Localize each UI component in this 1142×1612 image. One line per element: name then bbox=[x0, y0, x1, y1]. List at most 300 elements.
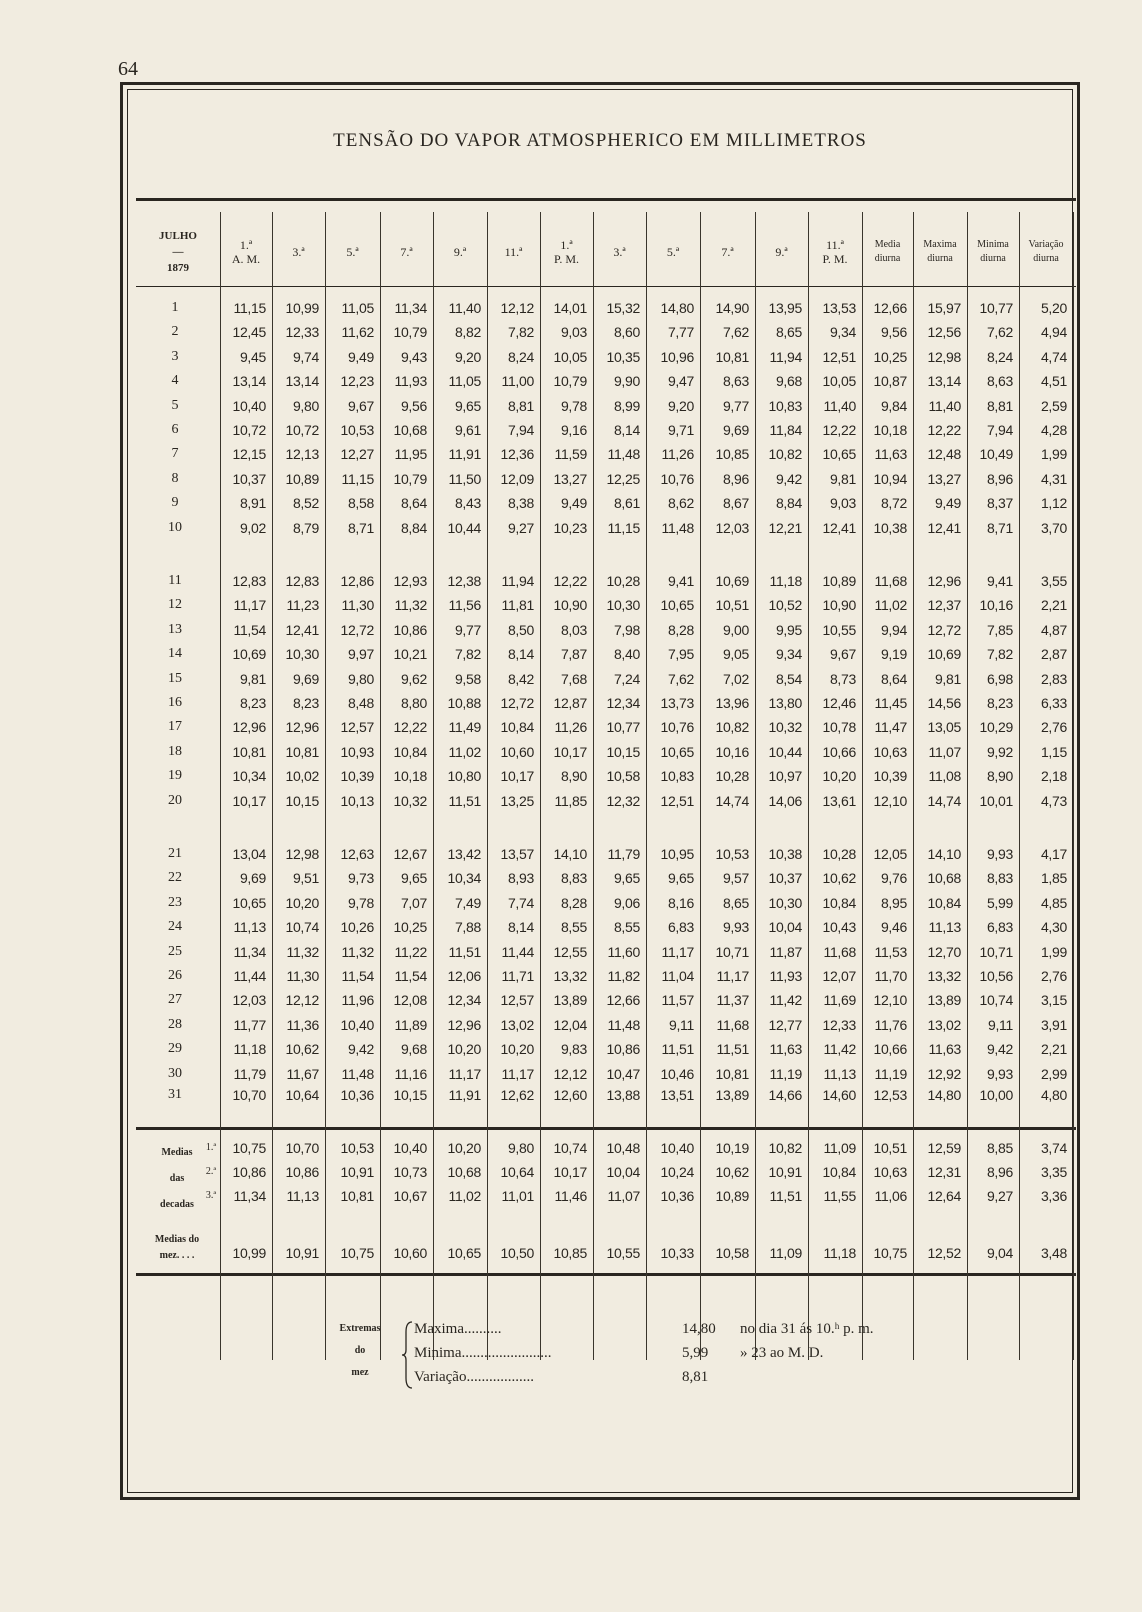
table-cell: 9,49 bbox=[347, 348, 374, 365]
table-cell: 11,40 bbox=[928, 397, 961, 414]
table-cell: 10,97 bbox=[768, 768, 802, 785]
day-number: 18 bbox=[168, 743, 182, 759]
table-cell: 9,84 bbox=[880, 397, 907, 414]
table-cell: 9,67 bbox=[829, 646, 856, 663]
table-cell: 10,87 bbox=[873, 373, 907, 390]
table-cell: 9,74 bbox=[292, 348, 319, 365]
table-cell: 3,55 bbox=[1040, 573, 1067, 589]
rule-days-bottom bbox=[136, 1127, 1076, 1130]
table-cell: 13,89 bbox=[715, 1087, 749, 1103]
table-cell: 11,62 bbox=[341, 324, 374, 341]
table-cell: 10,66 bbox=[822, 743, 856, 760]
table-cell: 11,91 bbox=[448, 446, 481, 463]
table-cell: 10,18 bbox=[873, 422, 907, 438]
table-cell: 13,89 bbox=[927, 992, 961, 1009]
table-cell: 4,73 bbox=[1040, 792, 1067, 809]
column-header-line1: Media bbox=[874, 239, 901, 250]
table-cell: 9,69 bbox=[292, 670, 319, 687]
table-cell: 4,51 bbox=[1040, 373, 1067, 390]
table-cell: 8,65 bbox=[775, 324, 802, 341]
table-cell: 13,57 bbox=[500, 846, 534, 862]
table-cell: 11,51 bbox=[448, 943, 481, 960]
decade-cell: 10,86 bbox=[285, 1164, 319, 1180]
month-media-cell: 10,75 bbox=[340, 1245, 374, 1261]
table-cell: 9,03 bbox=[560, 324, 587, 341]
table-cell: 12,83 bbox=[232, 573, 266, 589]
date-dash: — bbox=[172, 246, 184, 258]
table-cell: 12,96 bbox=[927, 573, 961, 589]
table-cell: 9,77 bbox=[454, 621, 481, 638]
table-cell: 8,64 bbox=[400, 495, 427, 512]
day-number: 5 bbox=[171, 397, 179, 413]
table-cell: 11,17 bbox=[661, 943, 694, 960]
table-cell: 12,83 bbox=[285, 573, 319, 589]
table-cell: 10,86 bbox=[606, 1041, 640, 1058]
table-cell: 13,32 bbox=[927, 968, 961, 984]
table-cell: 2,83 bbox=[1040, 670, 1067, 687]
table-cell: 10,70 bbox=[232, 1087, 266, 1103]
table-cell: 10,17 bbox=[500, 768, 534, 785]
day-number: 29 bbox=[168, 1041, 182, 1057]
extremes-brace bbox=[400, 1320, 414, 1390]
table-cell: 12,87 bbox=[553, 695, 587, 711]
table-cell: 11,51 bbox=[661, 1041, 694, 1058]
table-cell: 9,78 bbox=[560, 397, 587, 414]
table-cell: 9,81 bbox=[934, 670, 961, 687]
table-cell: 12,12 bbox=[285, 992, 319, 1009]
month-media-cell: 10,75 bbox=[873, 1245, 907, 1261]
table-cell: 7,94 bbox=[507, 422, 534, 438]
table-cell: 10,69 bbox=[927, 646, 961, 663]
table-cell: 8,40 bbox=[613, 646, 640, 663]
table-cell: 8,03 bbox=[560, 621, 587, 638]
decade-cell: 10,81 bbox=[340, 1188, 374, 1204]
table-cell: 12,57 bbox=[500, 992, 534, 1009]
table-cell: 10,71 bbox=[715, 943, 749, 960]
table-cell: 11,57 bbox=[661, 992, 694, 1009]
table-cell: 11,16 bbox=[394, 1065, 427, 1082]
table-cell: 14,10 bbox=[927, 846, 961, 862]
table-cell: 12,41 bbox=[822, 519, 856, 536]
decade-cell: 10,62 bbox=[715, 1164, 749, 1180]
table-cell: 10,15 bbox=[285, 792, 319, 809]
table-cell: 9,16 bbox=[560, 422, 587, 438]
table-cell: 5,99 bbox=[986, 894, 1013, 911]
table-cell: 8,80 bbox=[400, 695, 427, 711]
decade-cell: 10,86 bbox=[232, 1164, 266, 1180]
table-cell: 9,62 bbox=[400, 670, 427, 687]
table-cell: 13,42 bbox=[447, 846, 481, 862]
table-cell: 11,37 bbox=[716, 992, 749, 1009]
column-header bbox=[913, 212, 967, 292]
column-header bbox=[380, 212, 433, 292]
table-cell: 9,42 bbox=[775, 470, 802, 487]
decade-cell: 10,40 bbox=[660, 1140, 694, 1156]
day-number: 28 bbox=[168, 1016, 182, 1032]
table-cell: 7,62 bbox=[667, 670, 694, 687]
table-cell: 12,03 bbox=[715, 519, 749, 536]
table-cell: 9,56 bbox=[880, 324, 907, 341]
day-number: 4 bbox=[171, 373, 179, 389]
table-cell: 13,89 bbox=[553, 992, 587, 1009]
rule-medias-bottom bbox=[136, 1273, 1076, 1276]
table-cell: 7,68 bbox=[560, 670, 587, 687]
table-cell: 13,02 bbox=[500, 1016, 534, 1033]
table-cell: 11,69 bbox=[823, 992, 856, 1009]
table-cell: 9,27 bbox=[507, 519, 534, 536]
day-number: 8 bbox=[171, 470, 179, 486]
table-cell: 10,44 bbox=[768, 743, 802, 760]
table-cell: 9,81 bbox=[239, 670, 266, 687]
table-cell: 13,96 bbox=[715, 695, 749, 711]
date-year: 1879 bbox=[167, 262, 189, 274]
table-cell: 10,23 bbox=[553, 519, 587, 536]
table-cell: 10,20 bbox=[447, 1041, 481, 1058]
decade-cell: 10,19 bbox=[715, 1140, 749, 1156]
extreme-row bbox=[414, 1318, 974, 1340]
table-cell: 12,32 bbox=[606, 792, 640, 809]
table-cell: 9,58 bbox=[454, 670, 481, 687]
table-cell: 8,55 bbox=[560, 919, 587, 936]
decade-cell: 10,04 bbox=[606, 1164, 640, 1180]
month-media-cell: 10,33 bbox=[660, 1245, 694, 1261]
table-cell: 8,82 bbox=[454, 324, 481, 341]
table-cell: 10,95 bbox=[660, 846, 694, 862]
table-cell: 14,10 bbox=[553, 846, 587, 862]
medias-label-2: das bbox=[169, 1173, 185, 1184]
table-cell: 6,83 bbox=[986, 919, 1013, 936]
table-cell: 8,91 bbox=[239, 495, 266, 512]
table-cell: 10,82 bbox=[715, 719, 749, 736]
table-cell: 9,11 bbox=[987, 1016, 1013, 1033]
table-cell: 10,84 bbox=[822, 894, 856, 911]
table-cell: 12,96 bbox=[232, 719, 266, 736]
column-header bbox=[487, 212, 540, 292]
table-cell: 10,16 bbox=[715, 743, 749, 760]
table-cell: 8,43 bbox=[454, 495, 481, 512]
table-cell: 4,94 bbox=[1040, 324, 1067, 341]
table-cell: 11,48 bbox=[341, 1065, 374, 1082]
table-cell: 2,21 bbox=[1040, 597, 1067, 614]
decade-cell: 3,74 bbox=[1040, 1140, 1067, 1156]
extremes-label bbox=[320, 1318, 400, 1384]
month-media-cell: 10,55 bbox=[606, 1245, 640, 1261]
table-cell: 8,67 bbox=[722, 495, 749, 512]
table-cell: 8,83 bbox=[560, 870, 587, 887]
table-cell: 14,74 bbox=[715, 792, 749, 809]
extreme-row bbox=[414, 1366, 974, 1388]
decade-cell: 10,20 bbox=[447, 1140, 481, 1156]
table-cell: 5,20 bbox=[1040, 300, 1067, 316]
decade-cell: 11,09 bbox=[823, 1140, 856, 1156]
table-cell: 10,62 bbox=[822, 870, 856, 887]
month-media-cell: 10,99 bbox=[232, 1245, 266, 1261]
table-cell: 10,36 bbox=[340, 1087, 374, 1103]
table-cell: 11,50 bbox=[448, 470, 481, 487]
table-cell: 11,30 bbox=[341, 597, 374, 614]
day-number: 9 bbox=[171, 495, 179, 511]
table-cell: 8,14 bbox=[507, 919, 534, 936]
column-header bbox=[1019, 212, 1073, 292]
column-header-line2: P. M. bbox=[553, 252, 579, 266]
table-cell: 14,06 bbox=[768, 792, 802, 809]
extreme-value: 5,99 bbox=[682, 1345, 709, 1361]
decade-cell: 10,89 bbox=[715, 1188, 749, 1204]
table-cell: 11,23 bbox=[286, 597, 319, 614]
table-cell: 8,83 bbox=[986, 870, 1013, 887]
table-cell: 10,52 bbox=[768, 597, 802, 614]
table-cell: 9,69 bbox=[239, 870, 266, 887]
table-cell: 9,67 bbox=[347, 397, 374, 414]
extreme-note: no dia 31 ás 10.ʰ p. m. bbox=[740, 1321, 874, 1337]
extremes-label-1: Extremas bbox=[339, 1323, 381, 1334]
rule-top bbox=[136, 198, 1076, 201]
table-cell: 11,79 bbox=[607, 846, 640, 862]
extreme-value: 14,80 bbox=[682, 1321, 716, 1337]
table-cell: 7,82 bbox=[454, 646, 481, 663]
table-cell: 12,41 bbox=[285, 621, 319, 638]
table-cell: 10,63 bbox=[873, 743, 907, 760]
table-cell: 10,90 bbox=[822, 597, 856, 614]
table-cell: 10,65 bbox=[232, 894, 266, 911]
column-header-line1: 3.ª bbox=[613, 245, 626, 259]
table-cell: 11,68 bbox=[874, 573, 907, 589]
table-cell: 9,42 bbox=[986, 1041, 1013, 1058]
column-header bbox=[755, 212, 808, 292]
table-cell: 11,18 bbox=[233, 1041, 266, 1058]
column-header bbox=[700, 212, 755, 292]
table-cell: 10,39 bbox=[873, 768, 907, 785]
table-cell: 10,15 bbox=[606, 743, 640, 760]
medias-mez-label-1: Medias do bbox=[154, 1234, 200, 1245]
table-cell: 10,81 bbox=[285, 743, 319, 760]
table-cell: 13,27 bbox=[553, 470, 587, 487]
decade-cell: 9,80 bbox=[507, 1140, 534, 1156]
table-cell: 10,64 bbox=[285, 1087, 319, 1103]
table-cell: 10,35 bbox=[606, 348, 640, 365]
column-header-line1: 7.ª bbox=[400, 245, 413, 259]
table-cell: 2,21 bbox=[1040, 1041, 1067, 1058]
table-cell: 10,43 bbox=[822, 919, 856, 936]
table-cell: 9,51 bbox=[292, 870, 319, 887]
day-number: 21 bbox=[168, 846, 182, 861]
table-cell: 6,83 bbox=[667, 919, 694, 936]
table-cell: 12,72 bbox=[927, 621, 961, 638]
table-cell: 12,96 bbox=[447, 1016, 481, 1033]
table-cell: 10,44 bbox=[447, 519, 481, 536]
table-cell: 11,84 bbox=[769, 422, 802, 438]
table-cell: 10,99 bbox=[285, 300, 319, 316]
decade-cell: 10,82 bbox=[768, 1140, 802, 1156]
decade-cell: 8,85 bbox=[986, 1140, 1013, 1156]
table-cell: 9,71 bbox=[667, 422, 694, 438]
table-cell: 10,62 bbox=[285, 1041, 319, 1058]
table-cell: 10,65 bbox=[822, 446, 856, 463]
table-cell: 8,81 bbox=[986, 397, 1013, 414]
table-cell: 10,81 bbox=[715, 1065, 749, 1082]
day-number: 12 bbox=[168, 597, 182, 613]
column-header-line1: Maxima bbox=[923, 239, 957, 250]
table-cell: 12,46 bbox=[822, 695, 856, 711]
table-cell: 10,71 bbox=[979, 943, 1013, 960]
table-cell: 13,51 bbox=[660, 1087, 694, 1103]
table-cell: 10,32 bbox=[393, 792, 427, 809]
table-cell: 12,07 bbox=[822, 968, 856, 984]
decade-cell: 11,51 bbox=[769, 1188, 802, 1204]
table-cell: 10,81 bbox=[715, 348, 749, 365]
table-cell: 11,79 bbox=[233, 1065, 266, 1082]
table-cell: 11,04 bbox=[661, 968, 694, 984]
table-cell: 10,40 bbox=[340, 1016, 374, 1033]
table-cell: 10,20 bbox=[822, 768, 856, 785]
column-header bbox=[540, 212, 593, 292]
extreme-dots: .................. bbox=[466, 1369, 534, 1385]
table-cell: 11,17 bbox=[233, 597, 266, 614]
table-cell: 9,34 bbox=[829, 324, 856, 341]
table-cell: 9,20 bbox=[667, 397, 694, 414]
table-cell: 8,65 bbox=[722, 894, 749, 911]
table-cell: 8,42 bbox=[507, 670, 534, 687]
table-cell: 11,70 bbox=[874, 968, 907, 984]
table-cell: 11,59 bbox=[554, 446, 587, 463]
table-cell: 9,81 bbox=[829, 470, 856, 487]
table-cell: 9,80 bbox=[292, 397, 319, 414]
column-header-line1: 1.ª bbox=[239, 238, 253, 252]
table-cell: 10,66 bbox=[873, 1041, 907, 1058]
table-cell: 13,27 bbox=[927, 470, 961, 487]
table-cell: 7,82 bbox=[507, 324, 534, 341]
day-number: 1 bbox=[171, 300, 179, 315]
table-cell: 10,74 bbox=[979, 992, 1013, 1009]
table-cell: 10,96 bbox=[660, 348, 694, 365]
table-cell: 10,40 bbox=[232, 397, 266, 414]
decade-cell: 10,40 bbox=[393, 1140, 427, 1156]
table-cell: 12,05 bbox=[873, 846, 907, 862]
table-cell: 10,17 bbox=[553, 743, 587, 760]
table-cell: 8,90 bbox=[986, 768, 1013, 785]
column-header-line1: 9.ª bbox=[453, 245, 467, 259]
table-cell: 12,08 bbox=[393, 992, 427, 1009]
day-number: 24 bbox=[168, 919, 182, 935]
table-cell: 9,47 bbox=[667, 373, 694, 390]
table-cell: 10,72 bbox=[232, 422, 266, 438]
table-cell: 7,87 bbox=[560, 646, 587, 663]
table-cell: 10,69 bbox=[232, 646, 266, 663]
column-header-line1: 3.ª bbox=[292, 245, 305, 259]
table-cell: 12,53 bbox=[873, 1087, 907, 1103]
table-cell: 12,09 bbox=[500, 470, 534, 487]
table-cell: 10,79 bbox=[553, 373, 587, 390]
table-cell: 8,93 bbox=[507, 870, 534, 887]
table-cell: 9,20 bbox=[454, 348, 481, 365]
day-number: 30 bbox=[168, 1065, 182, 1081]
table-cell: 10,17 bbox=[232, 792, 266, 809]
table-cell: 12,06 bbox=[447, 968, 481, 984]
table-cell: 10,18 bbox=[393, 768, 427, 785]
table-cell: 10,15 bbox=[393, 1087, 427, 1103]
table-cell: 10,28 bbox=[606, 573, 640, 589]
table-cell: 13,14 bbox=[927, 373, 961, 390]
table-cell: 12,12 bbox=[553, 1065, 587, 1082]
table-cell: 12,57 bbox=[340, 719, 374, 736]
table-cell: 12,41 bbox=[927, 519, 961, 536]
decade-cell: 11,01 bbox=[501, 1188, 534, 1204]
day-number: 31 bbox=[168, 1087, 182, 1102]
medias-label-1: Medias bbox=[161, 1147, 193, 1158]
table-cell: 10,79 bbox=[393, 470, 427, 487]
table-cell: 9,83 bbox=[560, 1041, 587, 1058]
table-cell: 11,68 bbox=[823, 943, 856, 960]
table-cell: 8,64 bbox=[880, 670, 907, 687]
table-cell: 12,67 bbox=[393, 846, 427, 862]
table-cell: 10,30 bbox=[768, 894, 802, 911]
table-cell: 8,81 bbox=[507, 397, 534, 414]
table-cell: 12,36 bbox=[500, 446, 534, 463]
table-cell: 10,49 bbox=[979, 446, 1013, 463]
table-cell: 9,90 bbox=[613, 373, 640, 390]
table-cell: 13,25 bbox=[500, 792, 534, 809]
table-cell: 9,69 bbox=[722, 422, 749, 438]
table-cell: 10,38 bbox=[768, 846, 802, 862]
table-cell: 9,34 bbox=[775, 646, 802, 663]
table-cell: 11,54 bbox=[341, 968, 374, 984]
medias-label-3: decadas bbox=[160, 1199, 194, 1210]
table-cell: 12,12 bbox=[500, 300, 534, 316]
table-cell: 11,30 bbox=[286, 968, 319, 984]
table-cell: 12,27 bbox=[340, 446, 374, 463]
table-cell: 11,08 bbox=[928, 768, 961, 785]
table-cell: 12,34 bbox=[606, 695, 640, 711]
table-cell: 8,62 bbox=[667, 495, 694, 512]
table-cell: 11,26 bbox=[661, 446, 694, 463]
table-cell: 11,63 bbox=[928, 1041, 961, 1058]
table-cell: 8,54 bbox=[775, 670, 802, 687]
table-cell: 8,96 bbox=[986, 470, 1013, 487]
table-cell: 11,82 bbox=[607, 968, 640, 984]
column-header-line2: diurna bbox=[874, 253, 901, 264]
table-cell: 9,00 bbox=[722, 621, 749, 638]
table-cell: 11,81 bbox=[501, 597, 534, 614]
table-cell: 4,28 bbox=[1040, 422, 1067, 438]
table-cell: 11,91 bbox=[448, 1087, 481, 1103]
table-cell: 10,74 bbox=[285, 919, 319, 936]
column-header-line1: 5.ª bbox=[346, 245, 359, 259]
table-cell: 8,58 bbox=[347, 495, 374, 512]
table-cell: 12,23 bbox=[340, 373, 374, 390]
table-cell: 11,00 bbox=[501, 373, 534, 390]
table-cell: 13,73 bbox=[660, 695, 694, 711]
table-cell: 4,17 bbox=[1040, 846, 1067, 862]
table-cell: 10,89 bbox=[822, 573, 856, 589]
table-cell: 10,83 bbox=[660, 768, 694, 785]
table-cell: 10,55 bbox=[822, 621, 856, 638]
table-cell: 12,72 bbox=[340, 621, 374, 638]
table-cell: 11,76 bbox=[874, 1016, 907, 1033]
table-cell: 8,79 bbox=[292, 519, 319, 536]
table-cell: 10,83 bbox=[768, 397, 802, 414]
table-cell: 11,60 bbox=[607, 943, 640, 960]
table-cell: 12,86 bbox=[340, 573, 374, 589]
day-number: 10 bbox=[168, 519, 182, 535]
table-cell: 10,34 bbox=[232, 768, 266, 785]
table-cell: 7,62 bbox=[986, 324, 1013, 341]
month-media-cell: 10,50 bbox=[500, 1245, 534, 1261]
table-cell: 12,98 bbox=[927, 348, 961, 365]
extreme-row bbox=[414, 1342, 974, 1364]
table-cell: 10,51 bbox=[715, 597, 749, 614]
table-cell: 11,47 bbox=[874, 719, 907, 736]
table-cell: 11,05 bbox=[341, 300, 374, 316]
